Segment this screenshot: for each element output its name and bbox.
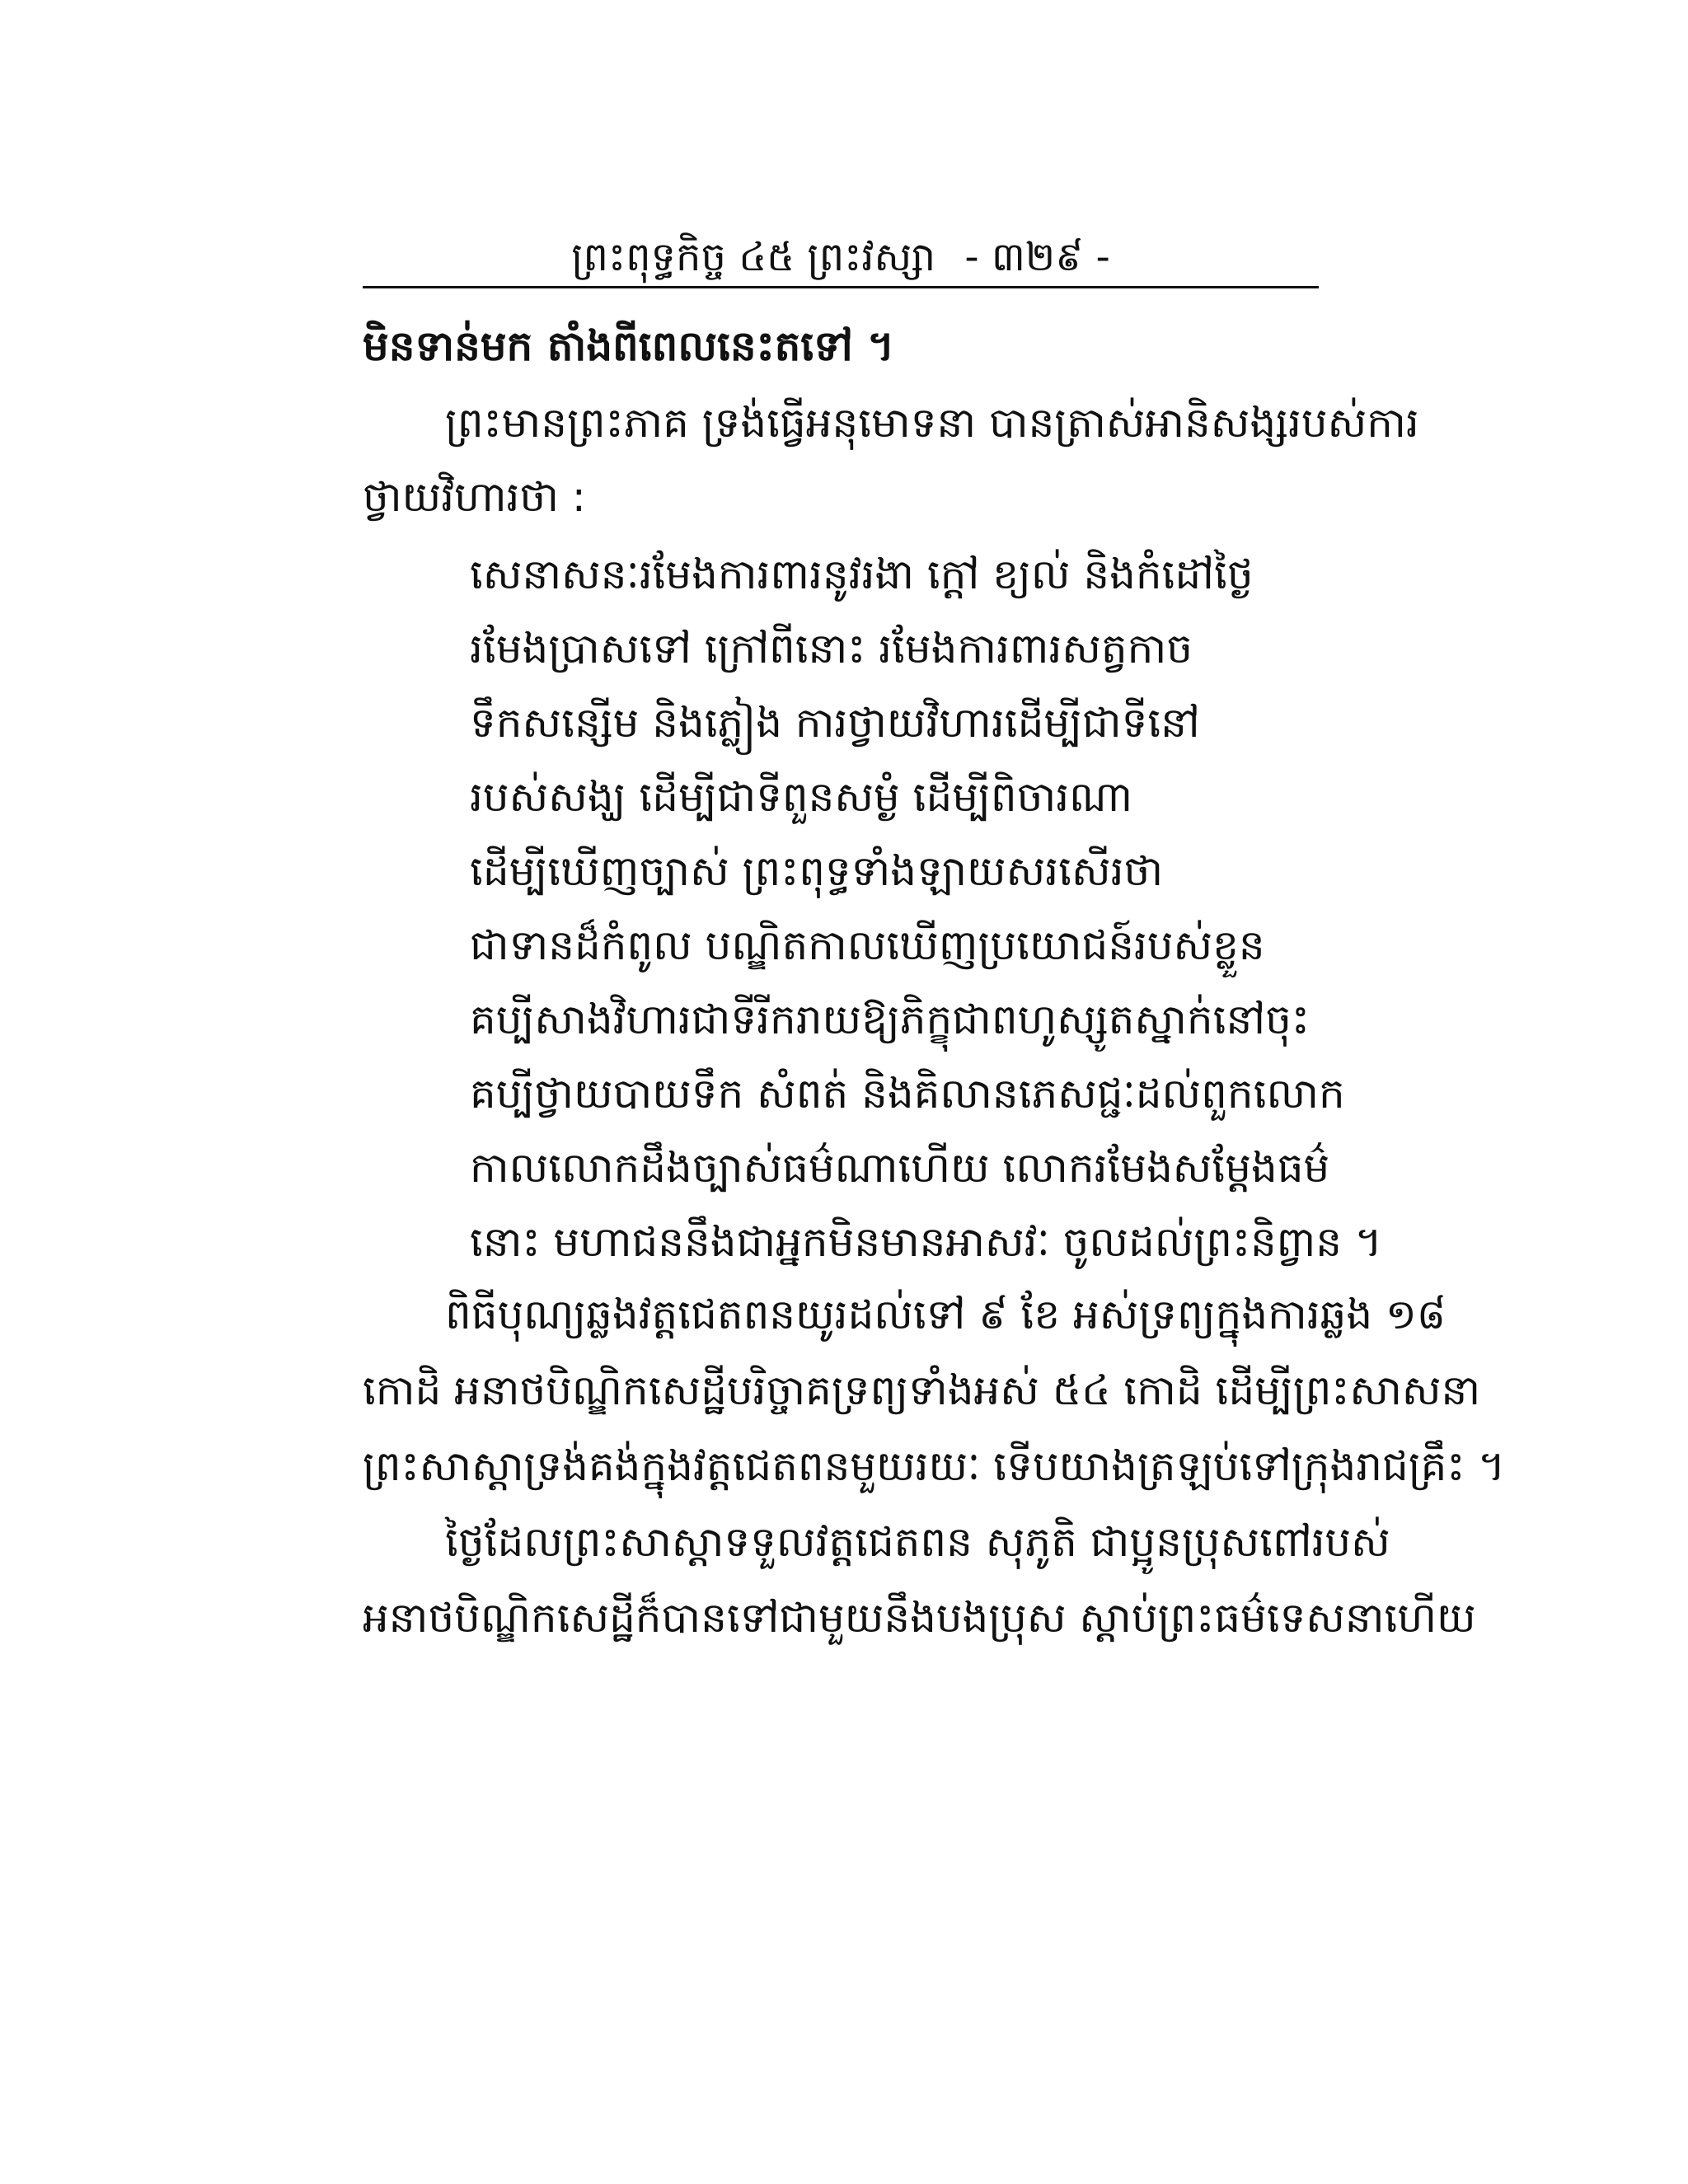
verse-line: នោះ មហាជននឹងជាអ្នកមិនមានអាសវៈ ចូលដល់ព្រះនិព្វាន ។ [470, 1218, 1382, 1266]
verse-line: គប្បីថ្វាយបាយទឹក សំពត់ និងគិលានភេសជ្ជៈដល់ពួកលោក [470, 1070, 1345, 1118]
header-title: ព្រះពុទ្ធកិច្ច ៤៥ ព្រះវស្សា [571, 234, 936, 280]
verse-line: គប្បីសាងវិហារជាទីរីករាយឱ្យភិក្ខុជាពហូស្សូតស្នាក់នៅចុះ [470, 996, 1310, 1043]
verse-line: រមែងប្រាសទៅ ក្រៅពីនោះ រមែងការពារសត្វកាច [470, 625, 1193, 673]
running-header [363, 232, 1319, 282]
paragraph-line: ថ្ងៃដែលព្រះសាស្តាទទួលវត្តជេតពន សុភូតិ ជាប្អូនប្រុសពៅរបស់ [445, 1518, 1390, 1566]
paragraph-line: ព្រះសាស្តាទ្រង់គង់ក្នុងវត្តជេតពនមួយរយៈ ទើបយាងត្រឡប់ទៅក្រុងរាជគ្រឹះ ។ [363, 1442, 1506, 1490]
header-rule [363, 286, 1319, 288]
paragraph-line: ថ្វាយវិហារថា : [363, 473, 586, 521]
paragraph-line: អនាថបិណ្ឌិកសេដ្ឋីក៏បានទៅជាមួយនឹងបងប្រុស ស្តាប់ព្រះធម៌ទេសនាហើយ [363, 1594, 1476, 1642]
verse-line: កាលលោកដឹងច្បាស់ធម៌ណាហើយ លោករមែងសម្តែងធម៌ [470, 1144, 1330, 1192]
verse-line: របស់សង្ឃ ដើម្បីជាទីពួនសម្ងំ ដើម្បីពិចារណា [470, 773, 1133, 821]
page-number: - ៣២៩ - [964, 234, 1110, 280]
paragraph-line: កោដិ អនាថបិណ្ឌិកសេដ្ឋីបរិច្ចាគទ្រព្យទាំងអស់ ៥៤ កោដិ ដើម្បីព្រះសាសនា [363, 1366, 1481, 1414]
verse-line: ជាទានដ៏កំពូល បណ្ឌិតកាលឃើញប្រយោជន៍របស់ខ្លួន [470, 921, 1265, 969]
continuation-line: មិនទាន់មក តាំងពីពេលនេះតទៅ ។ [363, 322, 895, 370]
paragraph-line: ពិធីបុណ្យឆ្លងវត្តជេតពនយូរដល់ទៅ ៩ ខែ អស់ទ្រព្យក្នុងការឆ្លង ១៨ [445, 1291, 1447, 1338]
verse-line: សេនាសនៈរមែងការពារនូវរងា ក្តៅ ខ្យល់ និងកំដៅថ្ងៃ [470, 551, 1254, 598]
paragraph-line: ព្រះមានព្រះភាគ ទ្រង់ធ្វើអនុមោទនា បានត្រាស់អានិសង្សរបស់ការ [445, 399, 1419, 447]
verse-line: ដើម្បីឃើញច្បាស់ ព្រះពុទ្ធទាំងឡាយសរសើរថា [470, 847, 1164, 895]
verse-line: ទឹកសន្សើម និងភ្លៀង ការថ្វាយវិហារដើម្បីជាទីនៅ [470, 699, 1200, 747]
